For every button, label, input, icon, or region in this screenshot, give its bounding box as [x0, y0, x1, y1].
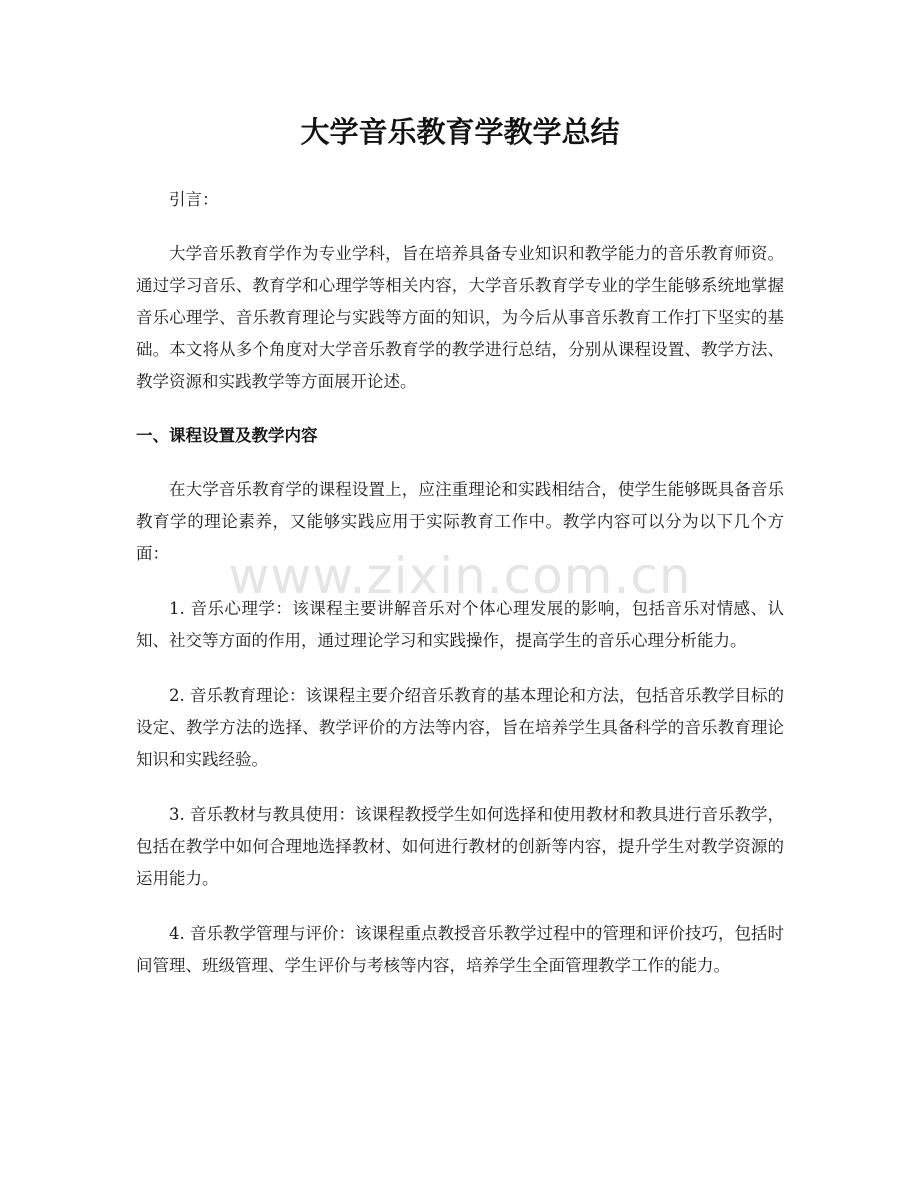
list-item: 1. 音乐心理学：该课程主要讲解音乐对个体心理发展的影响，包括音乐对情感、认知、社交等方面的作用，通过理论学习和实践操作，提高学生的音乐心理分析能力。 [136, 599, 784, 650]
list-item: 2. 音乐教育理论：该课程主要介绍音乐教育的基本理论和方法，包括音乐教学目标的设定、教学方法的选择、教学评价的方法等内容，旨在培养学生具备科学的音乐教育理论知识和实践经验。 [136, 686, 784, 769]
intro-label: 引言： [169, 190, 219, 209]
page-title: 大学音乐教育学教学总结 [300, 115, 620, 149]
intro-paragraph: 大学音乐教育学作为专业学科，旨在培养具备专业知识和教学能力的音乐教育师资。通过学习音乐、教育学和心理学等相关内容，大学音乐教育学专业的学生能够系统地掌握音乐心理学、音乐教育理论与实践等方面的知识，为今后从事音乐教育工作打下坚实的基础。本文将从多个角度对大学音乐教育学的教学进行总结，分别从课程设置、教学方法、教学资源和实践教学等方面展开论述。 [136, 244, 784, 391]
list-item: 3. 音乐教材与教具使用：该课程教授学生如何选择和使用教材和教具进行音乐教学，包括在教学中如何合理地选择教材、如何进行教材的创新等内容，提升学生对教学资源的运用能力。 [136, 805, 784, 888]
watermark: www.zixin.com.cn [228, 547, 692, 605]
section-heading: 一、课程设置及教学内容 [136, 426, 318, 445]
list-item: 4. 音乐教学管理与评价：该课程重点教授音乐教学过程中的管理和评价技巧，包括时间管理、班级管理、学生评价与考核等内容，培养学生全面管理教学工作的能力。 [136, 924, 784, 975]
section-paragraph: 在大学音乐教育学的课程设置上，应注重理论和实践相结合，使学生能够既具备音乐教育学的理论素养，又能够实践应用于实际教育工作中。教学内容可以分为以下几个方面： [136, 480, 784, 563]
document-body [136, 184, 784, 1005]
